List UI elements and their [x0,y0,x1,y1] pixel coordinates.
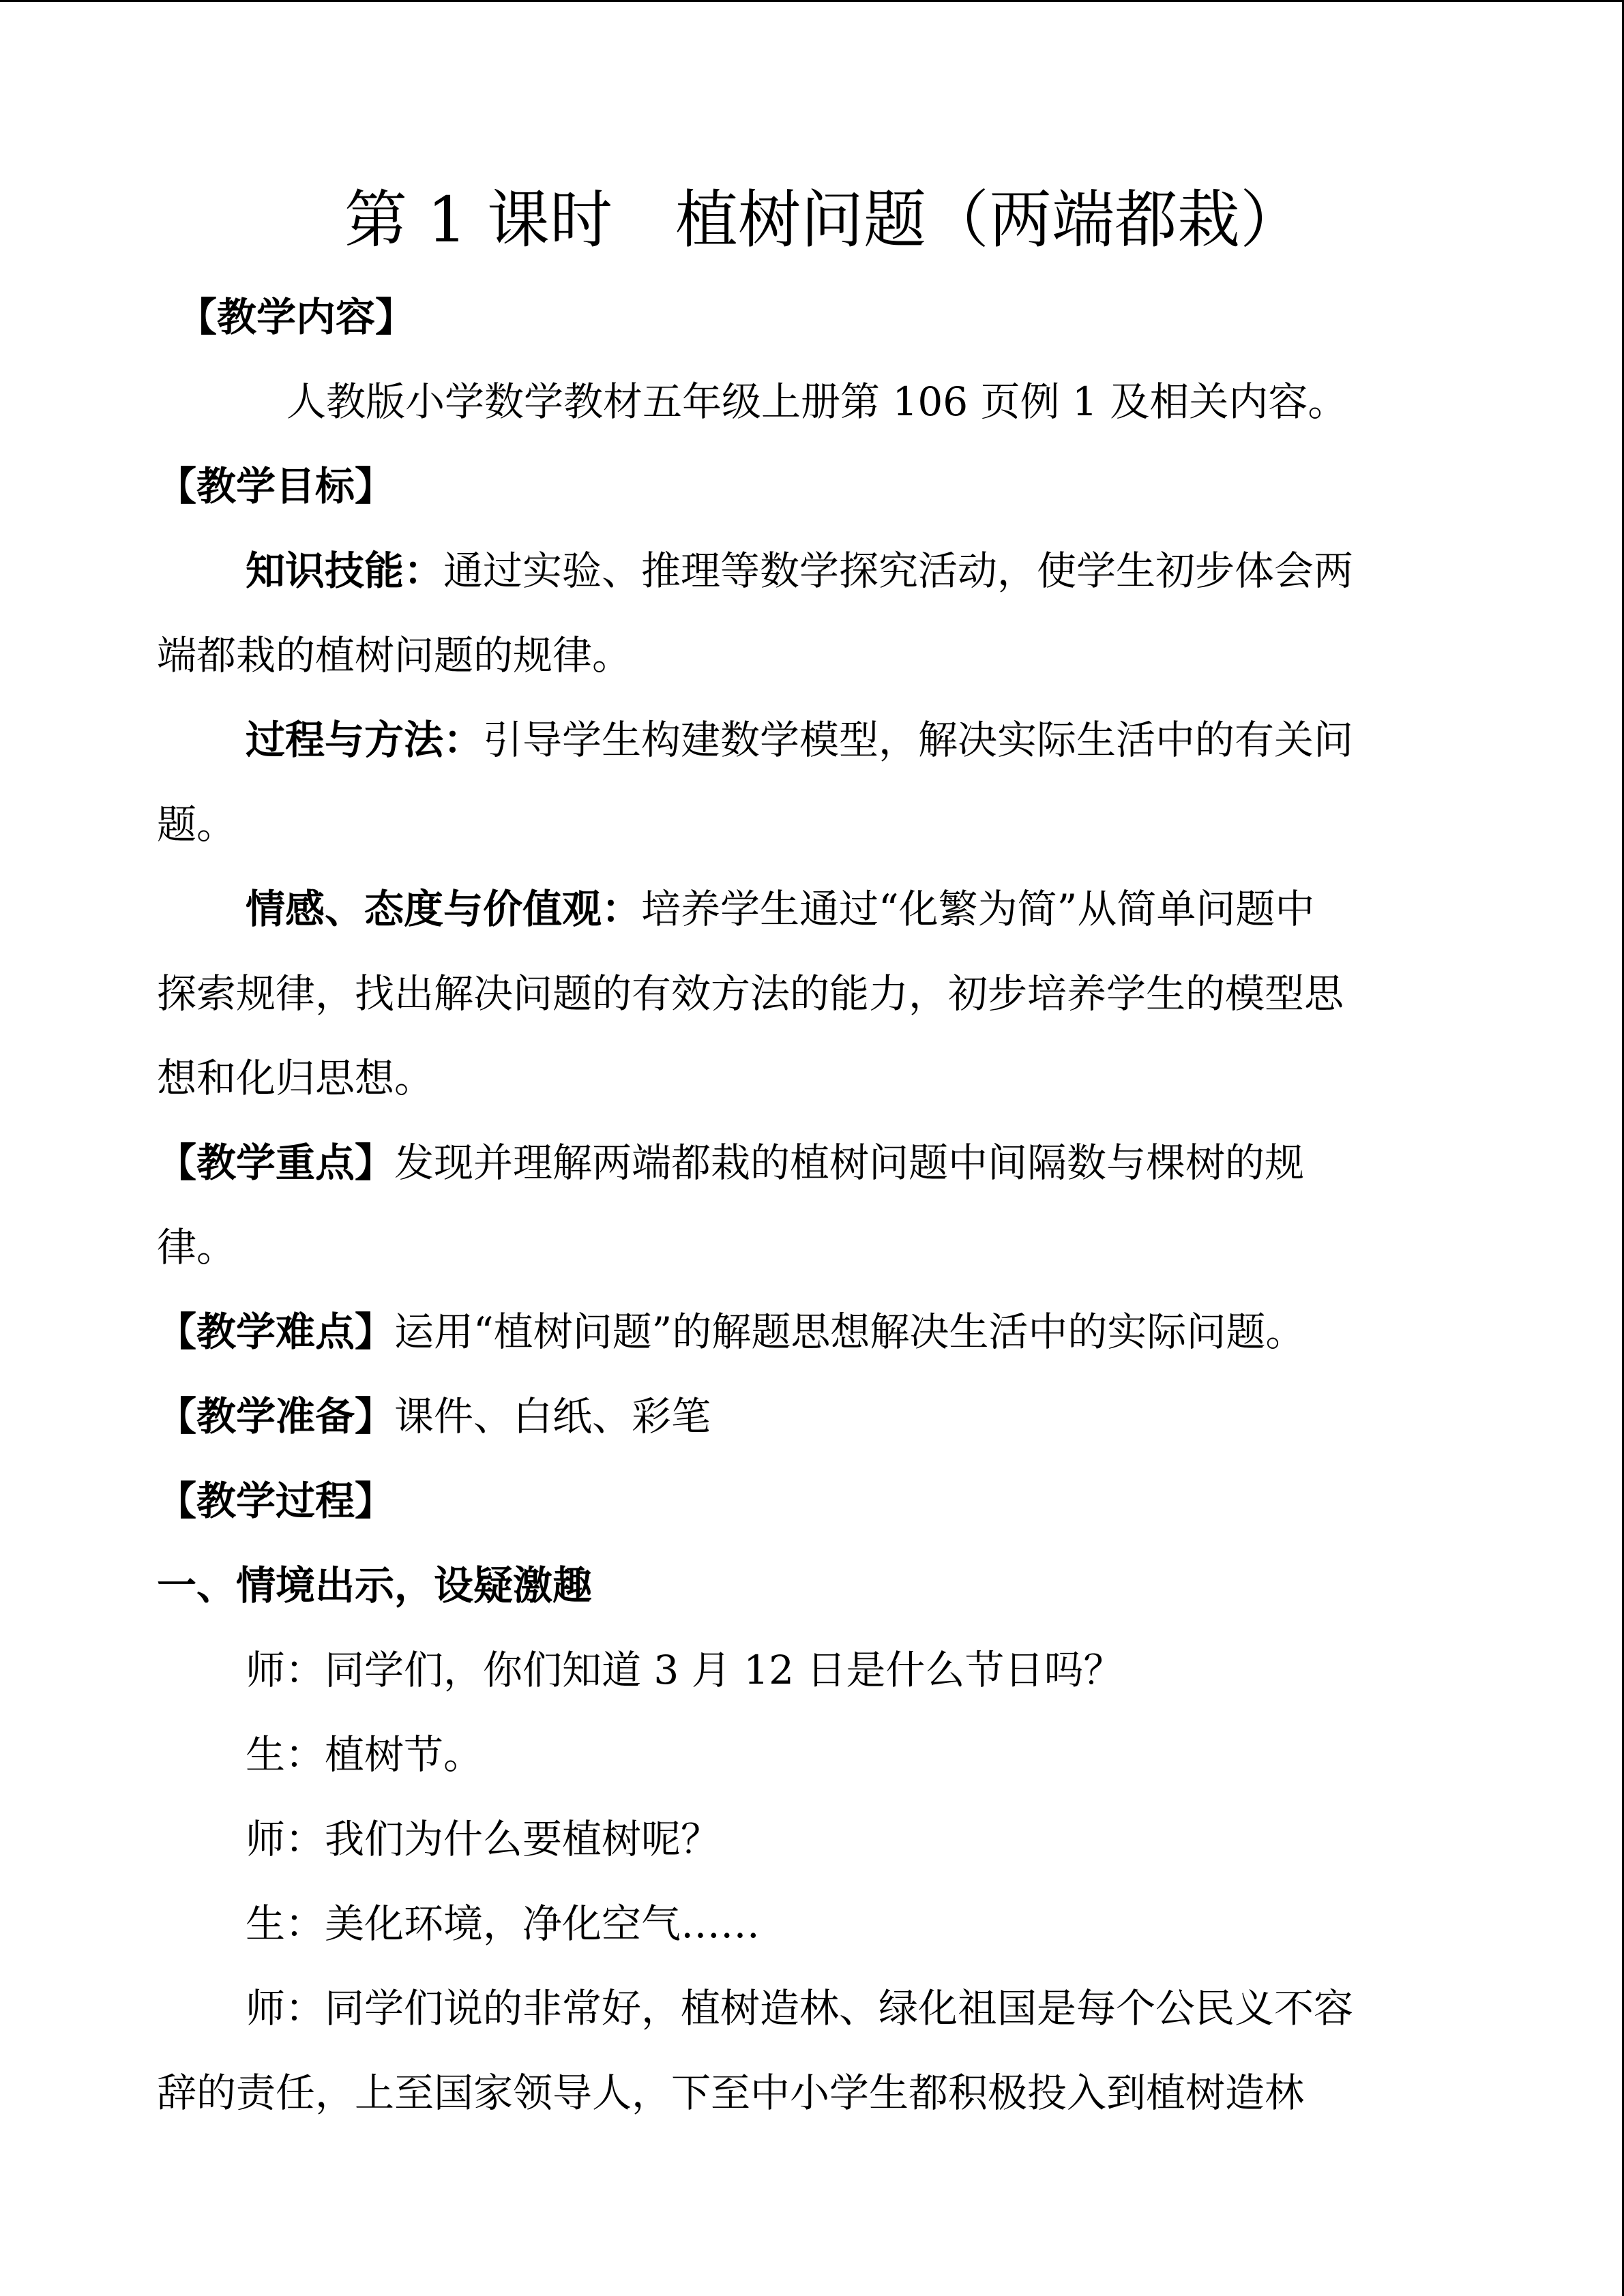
content-heading: 【教学内容】 [177,294,415,340]
preparation [157,1374,1470,1459]
dialogue-line: 师：我们为什么要植树呢？ [246,1816,721,1862]
emotion-label: 情感、态度与价值观： [246,886,642,932]
knowledge-label: 知识技能： [246,548,444,594]
document-body [157,166,1470,2135]
key-heading: 【教学重点】 [157,1139,395,1186]
key-line-2: 律。 [157,1224,237,1270]
prep-heading: 【教学准备】 [157,1393,395,1440]
difficulty-heading: 【教学难点】 [157,1309,395,1355]
emotion-line-2: 探索规律，找出解决问题的有效方法的能力，初步培养学生的模型思 [157,970,1344,1017]
process-line-2: 题。 [157,801,237,848]
knowledge-line-2: 端都栽的植树问题的规律。 [157,632,632,679]
knowledge-goal [157,528,1470,613]
emotion-line-1: 培养学生通过“化繁为简”从简单问题中 [641,886,1315,932]
goals-heading: 【教学目标】 [157,463,395,509]
process-line-1: 引导学生构建数学模型，解决实际生活中的有关问 [483,717,1354,763]
key-line-1: 发现并理解两端都栽的植树问题中间隔数与棵树的规 [394,1139,1305,1186]
step-1-title: 一、情境出示，设疑激趣 [157,1562,593,1609]
difficulty-text: 运用“植树问题”的解题思想解决生活中的实际问题。 [394,1309,1305,1355]
dialogue-line: 生：美化环境，净化空气…… [246,1900,761,1947]
key-point [157,1120,1470,1205]
page-title: 第 1 课时 植树问题（两端都栽） [344,183,1303,256]
dialogue-line: 生：植树节。 [246,1731,484,1778]
process-heading: 【教学过程】 [157,1478,395,1524]
emotion-line-3: 想和化归思想。 [157,1055,434,1101]
content-text: 人教版小学数学教材五年级上册第 106 页例 1 及相关内容。 [286,378,1348,425]
process-label: 过程与方法： [246,717,484,763]
difficulty-point [157,1289,1470,1374]
dialogue-line: 师：同学们说的非常好，植树造林、绿化祖国是每个公民义不容 [246,1985,1354,2031]
dialogue-line: 师：同学们，你们知道 3 月 12 日是什么节日吗？ [246,1647,1123,1693]
prep-text: 课件、白纸、彩笔 [394,1393,711,1440]
knowledge-line-1: 通过实验、推理等数学探究活动，使学生初步体会两 [443,548,1354,594]
closing-line: 辞的责任，上至国家领导人，下至中小学生都积极投入到植树造林 [157,2070,1305,2116]
emotion-goal [157,867,1470,951]
process-goal [157,698,1470,782]
